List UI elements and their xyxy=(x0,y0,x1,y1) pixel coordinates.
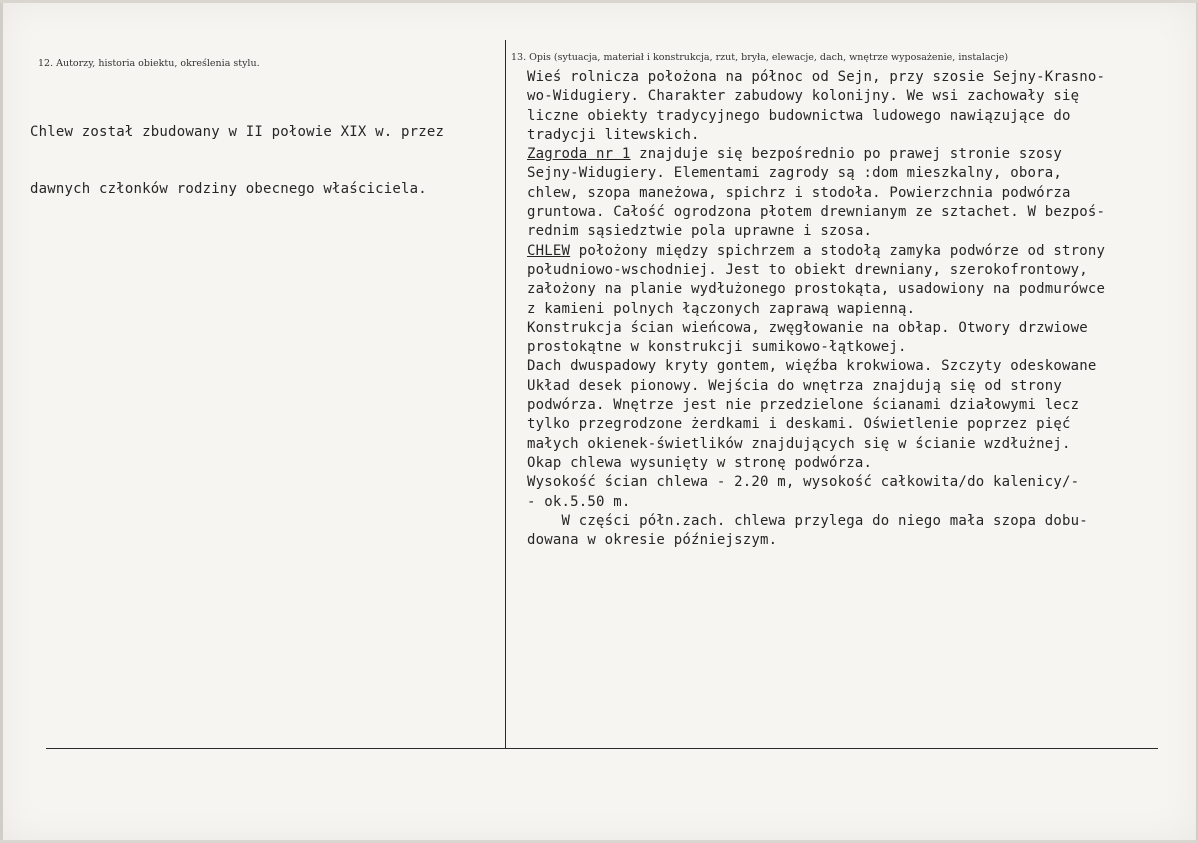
text-line: - ok.5.50 m. xyxy=(527,493,631,510)
text-line: dowana w okresie późniejszym. xyxy=(527,532,778,549)
section-12-header: 12. Autorzy, historia obiektu, określenia stylu. xyxy=(38,58,260,69)
sheet-edge-left xyxy=(0,0,3,843)
text-line: Sejny-Widugiery. Elementami zagrody są :dom mieszkalny, obora, xyxy=(527,165,1062,182)
text-line: liczne obiekty tradycyjnego budownictwa ludowego nawiązujące do xyxy=(527,107,1071,124)
text-line: dawnych członków rodziny obecnego właściciela. xyxy=(30,181,427,197)
text-line: Wysokość ścian chlewa - 2.20 m, wysokość całkowita/do kalenicy/- xyxy=(527,474,1080,491)
text-line: CHLEW położony między spichrzem a stodołą zamyka podwórze od strony xyxy=(527,242,1106,259)
section-13-text xyxy=(527,68,1197,550)
text-line: tylko przegrodzone żerdkami i deskami. Oświetlenie poprzez pięć xyxy=(527,416,1071,433)
underlined-phrase: Zagroda nr 1 xyxy=(527,146,631,163)
section-12-text xyxy=(30,85,515,237)
text-line: Konstrukcja ścian wieńcowa, zwęgłowanie na obłap. Otwory drzwiowe xyxy=(527,319,1088,336)
sheet-edge-top xyxy=(0,0,1198,3)
text-line: Okap chlewa wysunięty w stronę podwórza. xyxy=(527,454,873,471)
section-13-header: 13. Opis (sytuacja, materiał i konstrukcja, rzut, bryła, elewacje, dach, wnętrze wyposażenie, instalacje) xyxy=(511,52,1009,63)
text-line: W części półn.zach. chlewa przylega do niego mała szopa dobu- xyxy=(527,512,1088,529)
text-line: Chlew został zbudowany w II połowie XIX w. przez xyxy=(30,124,445,140)
text-line: z kamieni polnych łączonych zaprawą wapienną. xyxy=(527,300,916,317)
text-line: podwórza. Wnętrze jest nie przedzielone ścianami działowymi lecz xyxy=(527,397,1080,414)
text-line: południowo-wschodniej. Jest to obiekt drewniany, szerokofrontowy, xyxy=(527,261,1088,278)
underlined-phrase: CHLEW xyxy=(527,242,571,259)
text-line: Układ desek pionowy. Wejścia do wnętrza znajdują się od strony xyxy=(527,377,1062,394)
text-line: gruntowa. Całość ogrodzona płotem drewnianym ze sztachet. W bezpoś- xyxy=(527,204,1106,221)
text-line: chlew, szopa maneżowa, spichrz i stodoła. Powierzchnia podwórza xyxy=(527,184,1071,201)
text-line: Wieś rolnicza położona na północ od Sejn, przy szosie Sejny-Krasno- xyxy=(527,69,1106,85)
text-line: Dach dwuspadowy kryty gontem, więźba krokwiowa. Szczyty odeskowane xyxy=(527,358,1097,375)
text-line: małych okienek-świetlików znajdujących się w ścianie wzdłużnej. xyxy=(527,435,1071,452)
text-line: wo-Widugiery. Charakter zabudowy kolonijny. We wsi zachowały się xyxy=(527,88,1080,105)
text-line: tradycji litewskich. xyxy=(527,126,700,143)
bottom-rule xyxy=(46,748,1158,749)
text-line: rednim sąsiedztwie pola uprawne i szosa. xyxy=(527,223,873,240)
text-line: Zagroda nr 1 znajduje się bezpośrednio po prawej stronie szosy xyxy=(527,146,1062,163)
text-line: założony na planie wydłużonego prostokąta, usadowiony na podmurówce xyxy=(527,281,1106,298)
text-line: prostokątne w konstrukcji sumikowo-łątkowej. xyxy=(527,339,907,356)
